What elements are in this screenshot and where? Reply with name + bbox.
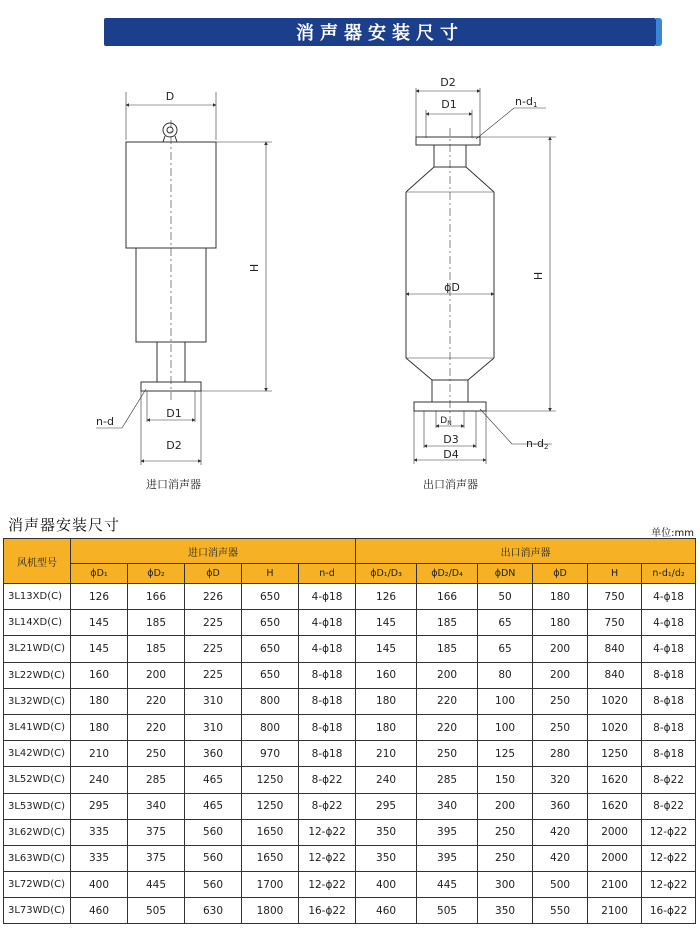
value-cell: 220 bbox=[128, 688, 185, 714]
inlet-silencer-drawing bbox=[96, 92, 272, 465]
value-cell: 200 bbox=[417, 662, 478, 688]
value-cell: 180 bbox=[356, 688, 417, 714]
value-cell: 650 bbox=[242, 610, 299, 636]
value-cell: 1250 bbox=[242, 793, 299, 819]
value-cell: 250 bbox=[478, 819, 533, 845]
table-row bbox=[4, 819, 696, 845]
value-cell: 295 bbox=[356, 793, 417, 819]
inlet-label-D1: D1 bbox=[166, 407, 182, 420]
value-cell: 185 bbox=[417, 610, 478, 636]
model-cell: 3L52WD(C) bbox=[4, 767, 71, 793]
value-cell: 8-ϕ18 bbox=[299, 714, 356, 740]
value-cell: 1020 bbox=[588, 688, 642, 714]
value-cell: 2000 bbox=[588, 845, 642, 871]
header-outlet-col: ϕD bbox=[533, 564, 588, 584]
value-cell: 226 bbox=[185, 584, 242, 610]
outlet-label-nd2: n-d2 bbox=[526, 437, 549, 451]
value-cell: 350 bbox=[356, 819, 417, 845]
value-cell: 395 bbox=[417, 819, 478, 845]
model-cell: 3L32WD(C) bbox=[4, 688, 71, 714]
silencer-drawings bbox=[0, 50, 700, 490]
value-cell: 250 bbox=[533, 688, 588, 714]
value-cell: 310 bbox=[185, 688, 242, 714]
value-cell: 310 bbox=[185, 714, 242, 740]
value-cell: 200 bbox=[128, 662, 185, 688]
value-cell: 145 bbox=[71, 610, 128, 636]
outlet-label-phiD: ϕD bbox=[444, 281, 460, 294]
value-cell: 150 bbox=[478, 767, 533, 793]
value-cell: 4-ϕ18 bbox=[642, 584, 696, 610]
page-banner bbox=[104, 18, 656, 46]
table-row bbox=[4, 898, 696, 924]
value-cell: 16-ϕ22 bbox=[642, 898, 696, 924]
model-cell: 3L14XD(C) bbox=[4, 610, 71, 636]
value-cell: 2000 bbox=[588, 819, 642, 845]
model-cell: 3L22WD(C) bbox=[4, 662, 71, 688]
header-inlet-col: ϕD₁ bbox=[71, 564, 128, 584]
outlet-label-D4: D4 bbox=[443, 448, 459, 461]
inlet-label-H: H bbox=[248, 263, 261, 273]
value-cell: 560 bbox=[185, 819, 242, 845]
value-cell: 500 bbox=[533, 872, 588, 898]
value-cell: 1700 bbox=[242, 872, 299, 898]
value-cell: 250 bbox=[417, 741, 478, 767]
value-cell: 285 bbox=[128, 767, 185, 793]
value-cell: 460 bbox=[356, 898, 417, 924]
header-inlet-col: ϕD bbox=[185, 564, 242, 584]
value-cell: 225 bbox=[185, 662, 242, 688]
value-cell: 220 bbox=[417, 714, 478, 740]
value-cell: 250 bbox=[533, 714, 588, 740]
header-outlet-col: H bbox=[588, 564, 642, 584]
value-cell: 400 bbox=[71, 872, 128, 898]
value-cell: 395 bbox=[417, 845, 478, 871]
value-cell: 210 bbox=[71, 741, 128, 767]
value-cell: 335 bbox=[71, 819, 128, 845]
value-cell: 210 bbox=[356, 741, 417, 767]
value-cell: 505 bbox=[417, 898, 478, 924]
value-cell: 4-ϕ18 bbox=[642, 610, 696, 636]
inlet-label-D2: D2 bbox=[166, 439, 182, 452]
table-title: 消声器安装尺寸 bbox=[8, 516, 121, 534]
value-cell: 225 bbox=[185, 636, 242, 662]
model-cell: 3L73WD(C) bbox=[4, 898, 71, 924]
table-row bbox=[4, 845, 696, 871]
value-cell: 8-ϕ22 bbox=[642, 793, 696, 819]
value-cell: 8-ϕ18 bbox=[299, 662, 356, 688]
value-cell: 1620 bbox=[588, 793, 642, 819]
value-cell: 360 bbox=[533, 793, 588, 819]
value-cell: 200 bbox=[533, 636, 588, 662]
value-cell: 8-ϕ18 bbox=[299, 741, 356, 767]
value-cell: 970 bbox=[242, 741, 299, 767]
value-cell: 350 bbox=[478, 898, 533, 924]
value-cell: 1250 bbox=[242, 767, 299, 793]
value-cell: 4-ϕ18 bbox=[642, 636, 696, 662]
value-cell: 185 bbox=[128, 636, 185, 662]
outlet-label-H: H bbox=[532, 271, 545, 281]
value-cell: 180 bbox=[356, 714, 417, 740]
table-row bbox=[4, 714, 696, 740]
value-cell: 280 bbox=[533, 741, 588, 767]
value-cell: 360 bbox=[185, 741, 242, 767]
value-cell: 8-ϕ22 bbox=[642, 767, 696, 793]
header-inlet-col: H bbox=[242, 564, 299, 584]
value-cell: 126 bbox=[71, 584, 128, 610]
outlet-label-DN: $D_N$ bbox=[440, 416, 452, 427]
inlet-caption: 进口消声器 bbox=[146, 478, 201, 491]
outlet-label-D1: D1 bbox=[441, 98, 457, 111]
value-cell: 4-ϕ18 bbox=[299, 610, 356, 636]
value-cell: 250 bbox=[478, 845, 533, 871]
inlet-label-D: D bbox=[165, 90, 175, 103]
header-inlet-col: n-d bbox=[299, 564, 356, 584]
table-row bbox=[4, 610, 696, 636]
value-cell: 560 bbox=[185, 845, 242, 871]
value-cell: 16-ϕ22 bbox=[299, 898, 356, 924]
value-cell: 145 bbox=[356, 610, 417, 636]
outlet-caption: 出口消声器 bbox=[423, 478, 478, 491]
model-cell: 3L21WD(C) bbox=[4, 636, 71, 662]
value-cell: 8-ϕ18 bbox=[299, 688, 356, 714]
value-cell: 126 bbox=[356, 584, 417, 610]
outlet-label-D3: D3 bbox=[443, 433, 459, 446]
header-outlet-col: ϕD₂/D₄ bbox=[417, 564, 478, 584]
value-cell: 65 bbox=[478, 636, 533, 662]
value-cell: 166 bbox=[417, 584, 478, 610]
header-model: 风机型号 bbox=[4, 539, 71, 584]
value-cell: 160 bbox=[71, 662, 128, 688]
value-cell: 560 bbox=[185, 872, 242, 898]
value-cell: 340 bbox=[128, 793, 185, 819]
value-cell: 840 bbox=[588, 662, 642, 688]
table-row bbox=[4, 688, 696, 714]
value-cell: 285 bbox=[417, 767, 478, 793]
value-cell: 505 bbox=[128, 898, 185, 924]
value-cell: 8-ϕ22 bbox=[299, 793, 356, 819]
value-cell: 145 bbox=[356, 636, 417, 662]
value-cell: 8-ϕ18 bbox=[642, 714, 696, 740]
value-cell: 630 bbox=[185, 898, 242, 924]
value-cell: 340 bbox=[417, 793, 478, 819]
value-cell: 840 bbox=[588, 636, 642, 662]
value-cell: 12-ϕ22 bbox=[299, 872, 356, 898]
value-cell: 12-ϕ22 bbox=[299, 845, 356, 871]
value-cell: 375 bbox=[128, 819, 185, 845]
value-cell: 200 bbox=[533, 662, 588, 688]
model-cell: 3L13XD(C) bbox=[4, 584, 71, 610]
table-row bbox=[4, 662, 696, 688]
value-cell: 12-ϕ22 bbox=[299, 819, 356, 845]
value-cell: 335 bbox=[71, 845, 128, 871]
value-cell: 320 bbox=[533, 767, 588, 793]
value-cell: 465 bbox=[185, 767, 242, 793]
unit-label: 单位:mm bbox=[651, 528, 694, 539]
value-cell: 800 bbox=[242, 688, 299, 714]
value-cell: 166 bbox=[128, 584, 185, 610]
value-cell: 375 bbox=[128, 845, 185, 871]
value-cell: 445 bbox=[417, 872, 478, 898]
model-cell: 3L53WD(C) bbox=[4, 793, 71, 819]
value-cell: 180 bbox=[71, 714, 128, 740]
header-outlet-col: ϕD₁/D₃ bbox=[356, 564, 417, 584]
value-cell: 1020 bbox=[588, 714, 642, 740]
value-cell: 8-ϕ18 bbox=[642, 688, 696, 714]
value-cell: 650 bbox=[242, 662, 299, 688]
header-outlet-col: n-d₁/d₂ bbox=[642, 564, 696, 584]
value-cell: 400 bbox=[356, 872, 417, 898]
table-row bbox=[4, 741, 696, 767]
header-inlet-col: ϕD₂ bbox=[128, 564, 185, 584]
value-cell: 1650 bbox=[242, 819, 299, 845]
model-cell: 3L72WD(C) bbox=[4, 872, 71, 898]
value-cell: 8-ϕ18 bbox=[642, 662, 696, 688]
value-cell: 12-ϕ22 bbox=[642, 845, 696, 871]
value-cell: 12-ϕ22 bbox=[642, 819, 696, 845]
model-cell: 3L62WD(C) bbox=[4, 819, 71, 845]
inlet-label-nd: n-d bbox=[96, 415, 114, 428]
value-cell: 750 bbox=[588, 610, 642, 636]
value-cell: 12-ϕ22 bbox=[642, 872, 696, 898]
value-cell: 220 bbox=[417, 688, 478, 714]
value-cell: 50 bbox=[478, 584, 533, 610]
value-cell: 350 bbox=[356, 845, 417, 871]
value-cell: 250 bbox=[128, 741, 185, 767]
value-cell: 180 bbox=[533, 584, 588, 610]
value-cell: 160 bbox=[356, 662, 417, 688]
value-cell: 4-ϕ18 bbox=[299, 584, 356, 610]
value-cell: 650 bbox=[242, 584, 299, 610]
value-cell: 180 bbox=[71, 688, 128, 714]
model-cell: 3L42WD(C) bbox=[4, 741, 71, 767]
table-row bbox=[4, 767, 696, 793]
value-cell: 465 bbox=[185, 793, 242, 819]
value-cell: 80 bbox=[478, 662, 533, 688]
table-row bbox=[4, 793, 696, 819]
header-outlet-group: 出口消声器 bbox=[356, 539, 696, 564]
value-cell: 240 bbox=[356, 767, 417, 793]
value-cell: 145 bbox=[71, 636, 128, 662]
value-cell: 65 bbox=[478, 610, 533, 636]
value-cell: 180 bbox=[533, 610, 588, 636]
value-cell: 1800 bbox=[242, 898, 299, 924]
value-cell: 240 bbox=[71, 767, 128, 793]
banner-title: 消声器安装尺寸 bbox=[296, 23, 464, 44]
value-cell: 2100 bbox=[588, 898, 642, 924]
value-cell: 1250 bbox=[588, 741, 642, 767]
value-cell: 420 bbox=[533, 845, 588, 871]
value-cell: 800 bbox=[242, 714, 299, 740]
value-cell: 750 bbox=[588, 584, 642, 610]
value-cell: 8-ϕ18 bbox=[642, 741, 696, 767]
value-cell: 445 bbox=[128, 872, 185, 898]
outlet-label-nd1: n-d1 bbox=[515, 95, 538, 109]
value-cell: 100 bbox=[478, 714, 533, 740]
spec-table bbox=[3, 538, 696, 924]
value-cell: 550 bbox=[533, 898, 588, 924]
table-row bbox=[4, 636, 696, 662]
header-outlet-col: ϕDN bbox=[478, 564, 533, 584]
value-cell: 295 bbox=[71, 793, 128, 819]
value-cell: 8-ϕ22 bbox=[299, 767, 356, 793]
table-row bbox=[4, 872, 696, 898]
value-cell: 100 bbox=[478, 688, 533, 714]
table-row bbox=[4, 584, 696, 610]
header-inlet-group: 进口消声器 bbox=[71, 539, 356, 564]
value-cell: 1650 bbox=[242, 845, 299, 871]
value-cell: 650 bbox=[242, 636, 299, 662]
value-cell: 1620 bbox=[588, 767, 642, 793]
value-cell: 200 bbox=[478, 793, 533, 819]
outlet-label-D2: D2 bbox=[440, 76, 456, 89]
value-cell: 220 bbox=[128, 714, 185, 740]
value-cell: 420 bbox=[533, 819, 588, 845]
value-cell: 460 bbox=[71, 898, 128, 924]
value-cell: 300 bbox=[478, 872, 533, 898]
value-cell: 185 bbox=[128, 610, 185, 636]
value-cell: 2100 bbox=[588, 872, 642, 898]
model-cell: 3L63WD(C) bbox=[4, 845, 71, 871]
value-cell: 225 bbox=[185, 610, 242, 636]
value-cell: 125 bbox=[478, 741, 533, 767]
value-cell: 185 bbox=[417, 636, 478, 662]
model-cell: 3L41WD(C) bbox=[4, 714, 71, 740]
value-cell: 4-ϕ18 bbox=[299, 636, 356, 662]
